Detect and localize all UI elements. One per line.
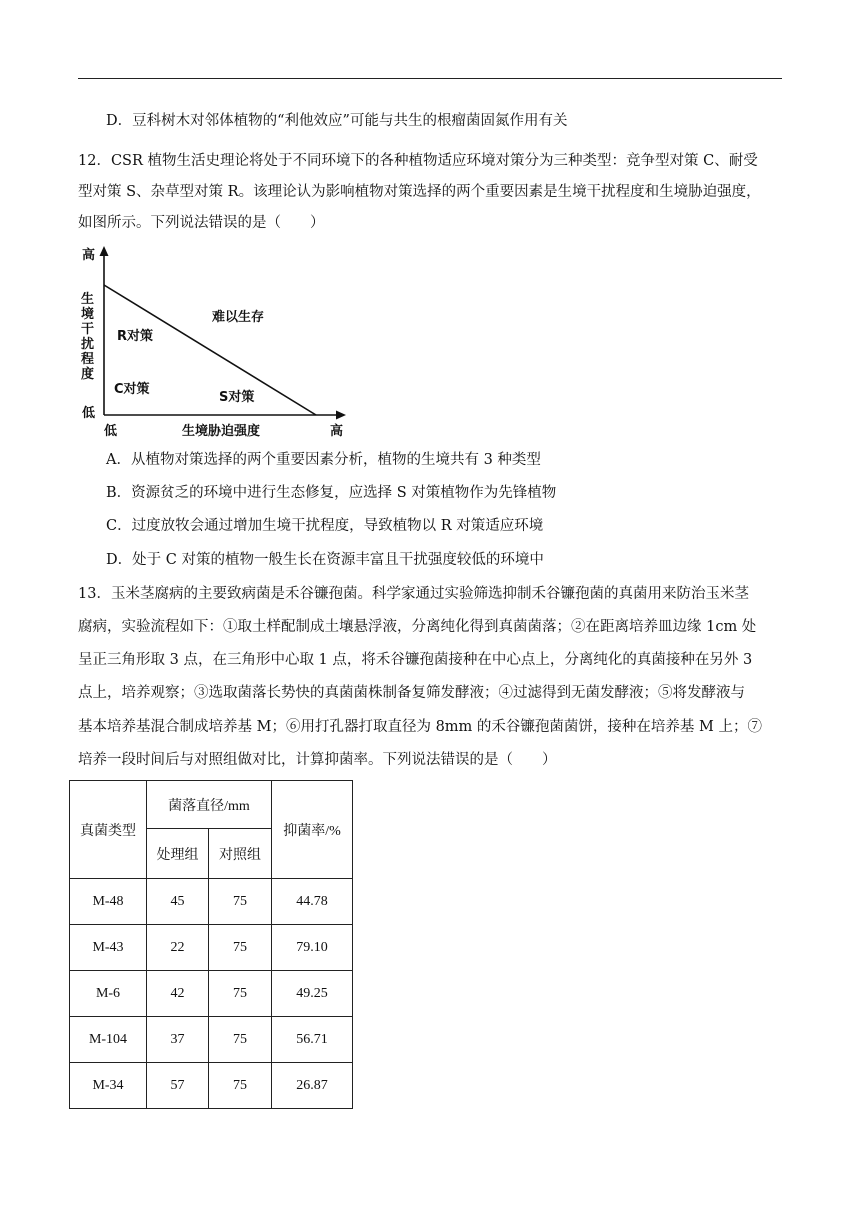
region-c-strategy: C对策 — [114, 382, 150, 397]
cell-treatment: 45 — [147, 879, 209, 925]
q12-option-d: D．处于 C 对策的植物一般生长在资源丰富且干扰强度较低的环境中 — [106, 552, 544, 568]
table-row — [70, 971, 353, 1017]
cell-inhibition-rate: 26.87 — [272, 1063, 353, 1109]
cell-control: 75 — [209, 925, 272, 971]
table-row — [70, 1063, 353, 1109]
cell-treatment: 57 — [147, 1063, 209, 1109]
x-axis-high-label: 高 — [330, 424, 344, 439]
cell-fungus-type: M-48 — [70, 879, 147, 925]
cell-control: 75 — [209, 879, 272, 925]
q12-option-b: B．资源贫乏的环境中进行生态修复，应选择 S 对策植物作为先锋植物 — [106, 485, 557, 501]
cell-fungus-type: M-6 — [70, 971, 147, 1017]
table-row — [70, 925, 353, 971]
q13-stem-line-5: 基本培养基混合制成培养基 M；⑥用打孔器打取直径为 8mm 的禾谷镰孢菌菌饼，接种在培养基 M 上；⑦ — [78, 719, 762, 735]
cell-fungus-type: M-34 — [70, 1063, 147, 1109]
q13-stem-line-1: 13．玉米茎腐病的主要致病菌是禾谷镰孢菌。科学家通过实验筛选抑制禾谷镰孢菌的真菌用来防治玉米茎 — [78, 586, 749, 602]
q11-option-d: D．豆科树木对邻体植物的“利他效应”可能与共生的根瘤菌固氮作用有关 — [106, 113, 568, 129]
table-row — [70, 879, 353, 925]
q12-stem-line-2: 型对策 S、杂草型对策 R。该理论认为影响植物对策选择的两个重要因素是生境干扰程度和生境胁迫强度， — [78, 184, 761, 200]
region-s-strategy: S对策 — [219, 390, 255, 405]
header-treatment-group: 处理组 — [147, 829, 209, 879]
cell-inhibition-rate: 79.10 — [272, 925, 353, 971]
cell-fungus-type: M-104 — [70, 1017, 147, 1063]
y-axis-high-label: 高 — [82, 248, 96, 263]
cell-inhibition-rate: 56.71 — [272, 1017, 353, 1063]
cell-inhibition-rate: 49.25 — [272, 971, 353, 1017]
q12-stem-line-3: 如图所示。下列说法错误的是（ ） — [78, 215, 325, 231]
region-hard-to-survive: 难以生存 — [212, 310, 265, 325]
q13-stem-line-4: 点上，培养观察；③选取菌落长势快的真菌菌株制备复筛发酵液；④过滤得到无菌发酵液；⑤将发酵液与 — [78, 685, 745, 701]
csr-strategy-diagram — [78, 240, 368, 440]
q13-stem-line-2: 腐病，实验流程如下：①取土样配制成土壤悬浮液，分离纯化得到真菌菌落；②在距离培养皿边缘 1cm 处 — [78, 619, 757, 635]
x-axis-label: 生境胁迫强度 — [182, 424, 261, 439]
cell-treatment: 37 — [147, 1017, 209, 1063]
header-rule — [78, 78, 782, 79]
y-axis-label: 生境干扰程度 — [81, 292, 95, 382]
header-colony-diameter: 菌落直径/mm — [147, 781, 272, 829]
q12-stem-line-1: 12．CSR 植物生活史理论将处于不同环境下的各种植物适应环境对策分为三种类型：竞争型对策 C、耐受 — [78, 153, 758, 169]
cell-fungus-type: M-43 — [70, 925, 147, 971]
header-control-group: 对照组 — [209, 829, 272, 879]
header-fungus-type: 真菌类型 — [70, 781, 147, 879]
q12-option-a: A．从植物对策选择的两个重要因素分析，植物的生境共有 3 种类型 — [106, 452, 541, 468]
q12-option-c: C．过度放牧会通过增加生境干扰程度，导致植物以 R 对策适应环境 — [106, 518, 544, 534]
cell-control: 75 — [209, 1017, 272, 1063]
q13-stem-line-6: 培养一段时间后与对照组做对比，计算抑菌率。下列说法错误的是（ ） — [78, 752, 557, 768]
table-row — [70, 1017, 353, 1063]
q13-stem-line-3: 呈正三角形取 3 点，在三角形中心取 1 点，将禾谷镰孢菌接种在中心点上，分离纯化的真菌接种在另外 3 — [78, 652, 753, 668]
y-axis-low-label: 低 — [82, 406, 96, 421]
cell-treatment: 42 — [147, 971, 209, 1017]
cell-inhibition-rate: 44.78 — [272, 879, 353, 925]
fungus-inhibition-table — [69, 780, 353, 1109]
cell-control: 75 — [209, 1063, 272, 1109]
x-axis-low-label: 低 — [104, 424, 118, 439]
region-r-strategy: R对策 — [117, 329, 154, 344]
cell-control: 75 — [209, 971, 272, 1017]
cell-treatment: 22 — [147, 925, 209, 971]
header-inhibition-rate: 抑菌率/% — [272, 781, 353, 879]
